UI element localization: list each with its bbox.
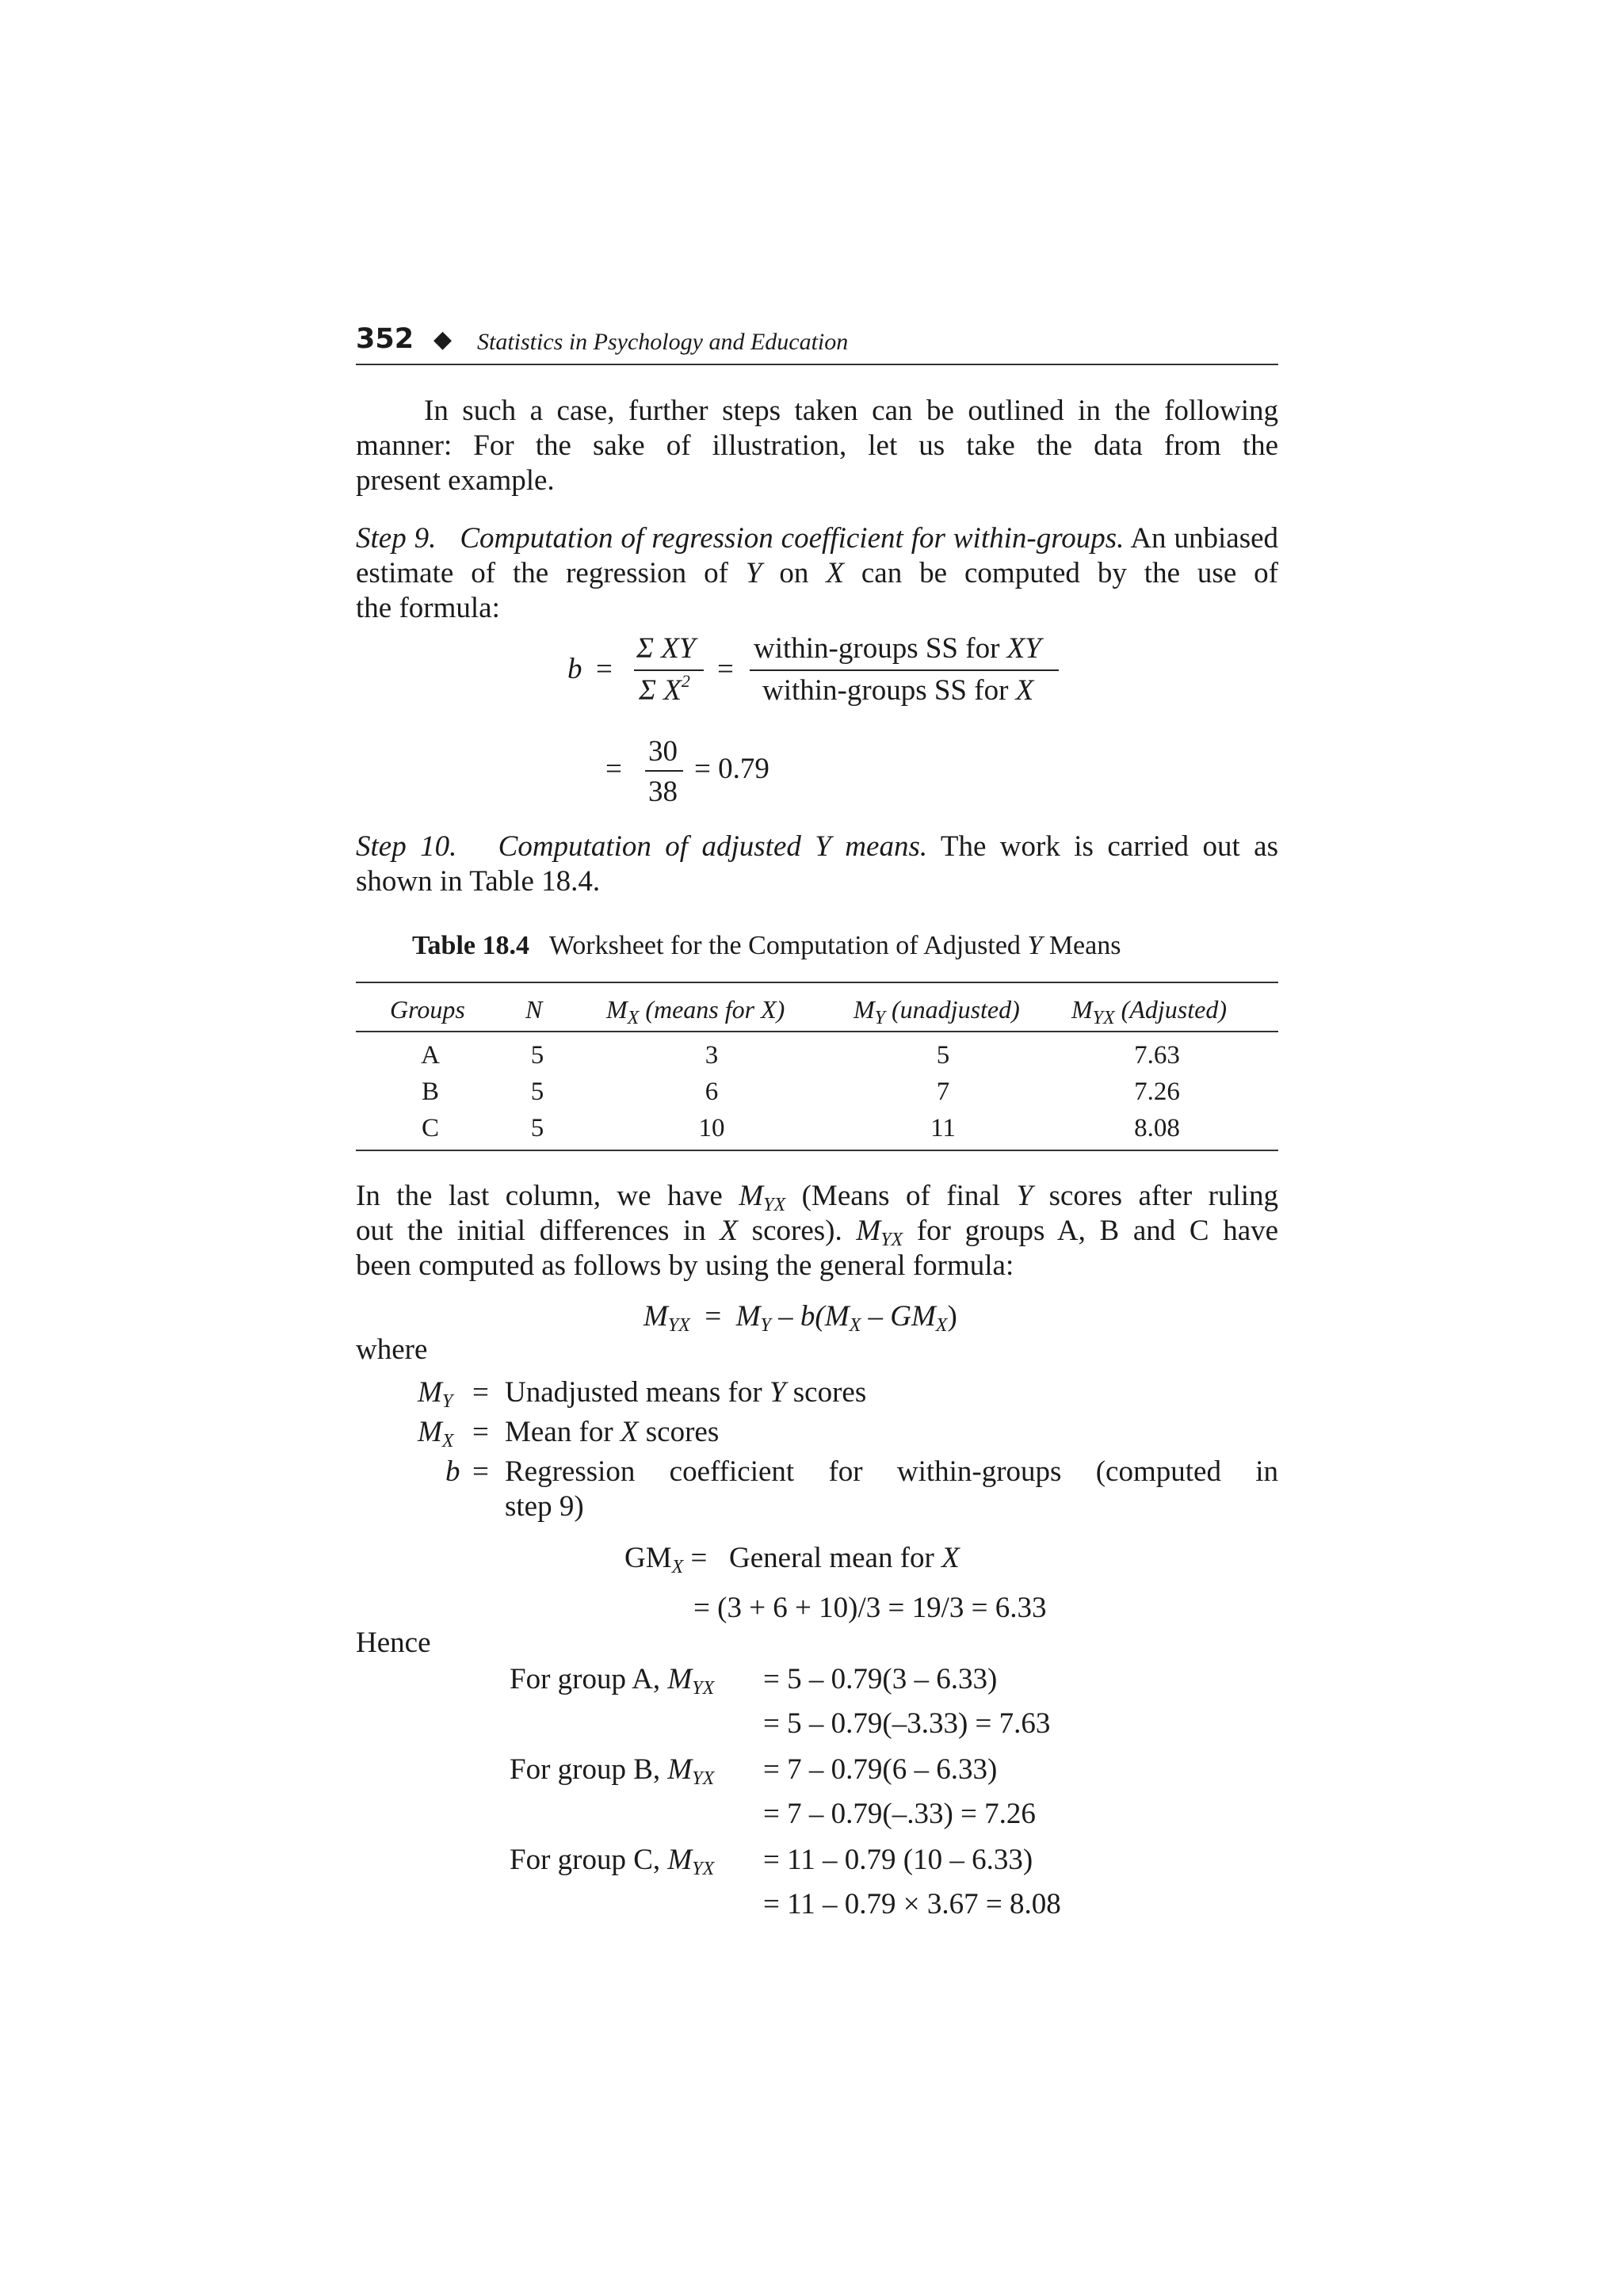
step9-text: An unbiased	[1130, 522, 1278, 555]
gm-calc: = (3 + 6 + 10)/3 = 19/3 = 6.33	[693, 1592, 1047, 1624]
cell-myx: 8.08	[1134, 1114, 1180, 1142]
calc-line: = 11 – 0.79 × 3.67 = 8.08	[763, 1888, 1061, 1920]
intro-line: In such a case, further steps taken can be outlined in the following	[424, 395, 1278, 427]
cell-group: C	[421, 1114, 440, 1142]
def-symbol: b	[445, 1455, 460, 1488]
step9-paragraph	[356, 521, 1278, 626]
step10-line	[356, 830, 1278, 864]
calc-line: = 11 – 0.79 (10 – 6.33)	[763, 1844, 1033, 1876]
cell-mx: 3	[705, 1041, 719, 1070]
paragraph-line: out the initial differences in X scores). $M_{YX}$ for groups A, B and C have	[356, 1215, 1278, 1249]
cell-mx: 10	[698, 1114, 725, 1142]
table-header-rule	[356, 1031, 1278, 1032]
header-rule	[356, 364, 1278, 365]
def-eq: =	[472, 1455, 489, 1488]
calc-line: = 5 – 0.79(3 – 6.33)	[763, 1663, 998, 1695]
step10-title: Computation of adjusted Y means.	[498, 830, 928, 863]
fraction-bar	[750, 669, 1059, 671]
cell-n: 5	[530, 1114, 544, 1142]
after-table-paragraph	[356, 1179, 1278, 1283]
def-text	[505, 1455, 1278, 1524]
column-header-mx: $M_X$ (means for X)	[606, 995, 785, 1028]
cell-n: 5	[530, 1077, 544, 1106]
formula-b-eq3: =	[605, 753, 622, 785]
def-symbol: $M_Y$	[418, 1376, 453, 1412]
step9-line	[356, 521, 1278, 556]
general-formula: $M_{YX} = M_Y - b(M_X - GM_X)$	[643, 1300, 957, 1336]
calc-line: = 5 – 0.79(–3.33) = 7.63	[763, 1707, 1051, 1740]
step9-text: can be computed by the use of	[861, 557, 1278, 589]
cell-group: B	[421, 1077, 440, 1106]
calc-lead: For group C, $M_{YX}$	[510, 1844, 715, 1879]
step9-text: estimate of the regression of	[356, 557, 728, 589]
variable-x: X	[826, 557, 844, 589]
cell-group: A	[421, 1041, 440, 1070]
formula-b-eq2: =	[717, 653, 734, 685]
formula-b-num2: within-groups SS for XY	[754, 632, 1041, 665]
fraction-bar	[634, 669, 704, 671]
step10-text: The work is carried out as	[940, 830, 1278, 863]
def-eq: =	[472, 1376, 489, 1409]
def-text: Unadjusted means for Y scores	[505, 1376, 867, 1409]
step9-label: Step 9.	[356, 522, 437, 555]
gm-label: $GM_X$ =	[624, 1542, 708, 1577]
cell-my: 7	[936, 1077, 950, 1106]
formula-b-num3: 30	[648, 735, 678, 768]
formula-b-den3: 38	[648, 776, 678, 808]
table-bottom-rule	[356, 1150, 1278, 1151]
fraction-bar	[645, 770, 683, 772]
table-caption: Table 18.4 Worksheet for the Computation of Adjusted Y Means	[412, 931, 1121, 960]
def-text-line: Regression coefficient for within-groups (computed in	[505, 1455, 1278, 1488]
column-header-myx: $M_{YX}$ (Adjusted)	[1071, 995, 1227, 1028]
calc-line: = 7 – 0.79(6 – 6.33)	[763, 1753, 998, 1786]
intro-paragraph	[356, 394, 1278, 498]
formula-b-den1: Σ $X^2$	[639, 671, 690, 707]
step9-title: Computation of regression coefficient for within-groups.	[460, 522, 1125, 555]
paragraph-line: been computed as follows by using the general formula:	[356, 1249, 1014, 1282]
cell-n: 5	[530, 1041, 544, 1070]
step10-label: Step 10.	[356, 830, 457, 863]
def-text-line: step 9)	[505, 1490, 584, 1523]
table-top-rule	[356, 982, 1278, 983]
formula-b-eq: =	[596, 653, 613, 685]
intro-line: manner: For the sake of illustration, let us take the data from the	[356, 429, 1278, 462]
where-label: where	[356, 1333, 428, 1366]
variable-y: Y	[745, 557, 762, 589]
calc-line: = 7 – 0.79(–.33) = 7.26	[763, 1798, 1036, 1830]
intro-line: present example.	[356, 464, 555, 497]
calc-lead: For group B, $M_{YX}$	[510, 1753, 715, 1789]
formula-b-result: = 0.79	[694, 753, 769, 785]
cell-my: 11	[930, 1114, 956, 1142]
column-header-my: $M_Y$ (unadjusted)	[854, 995, 1020, 1028]
step9-line: the formula:	[356, 592, 500, 624]
def-eq: =	[472, 1416, 489, 1448]
cell-myx: 7.63	[1134, 1041, 1180, 1070]
gm-text: General mean for X	[729, 1542, 960, 1574]
page-number: 352	[356, 323, 414, 355]
hence-label: Hence	[356, 1627, 431, 1659]
diamond-icon: ◆	[433, 326, 453, 353]
cell-mx: 6	[705, 1077, 719, 1106]
def-text: Mean for X scores	[505, 1416, 720, 1448]
formula-b-den2: within-groups SS for X	[762, 674, 1034, 707]
step10-line: shown in Table 18.4.	[356, 865, 601, 898]
column-header-n: N	[525, 995, 543, 1024]
cell-myx: 7.26	[1134, 1077, 1180, 1106]
formula-b-lhs: b	[567, 653, 582, 685]
running-title: Statistics in Psychology and Education	[477, 329, 849, 355]
def-symbol: $M_X$	[418, 1416, 454, 1451]
column-header-groups: Groups	[390, 995, 465, 1024]
paragraph-line: In the last column, we have $M_{YX}$ (Means of final Y scores after ruling	[356, 1180, 1278, 1214]
calc-lead: For group A, $M_{YX}$	[510, 1663, 715, 1699]
step9-line	[356, 556, 1278, 591]
step10-paragraph	[356, 830, 1278, 899]
table-caption-label: Table 18.4	[412, 931, 530, 960]
formula-b-num1: Σ XY	[636, 632, 696, 665]
step9-text: on	[779, 557, 809, 589]
cell-my: 5	[936, 1041, 950, 1070]
